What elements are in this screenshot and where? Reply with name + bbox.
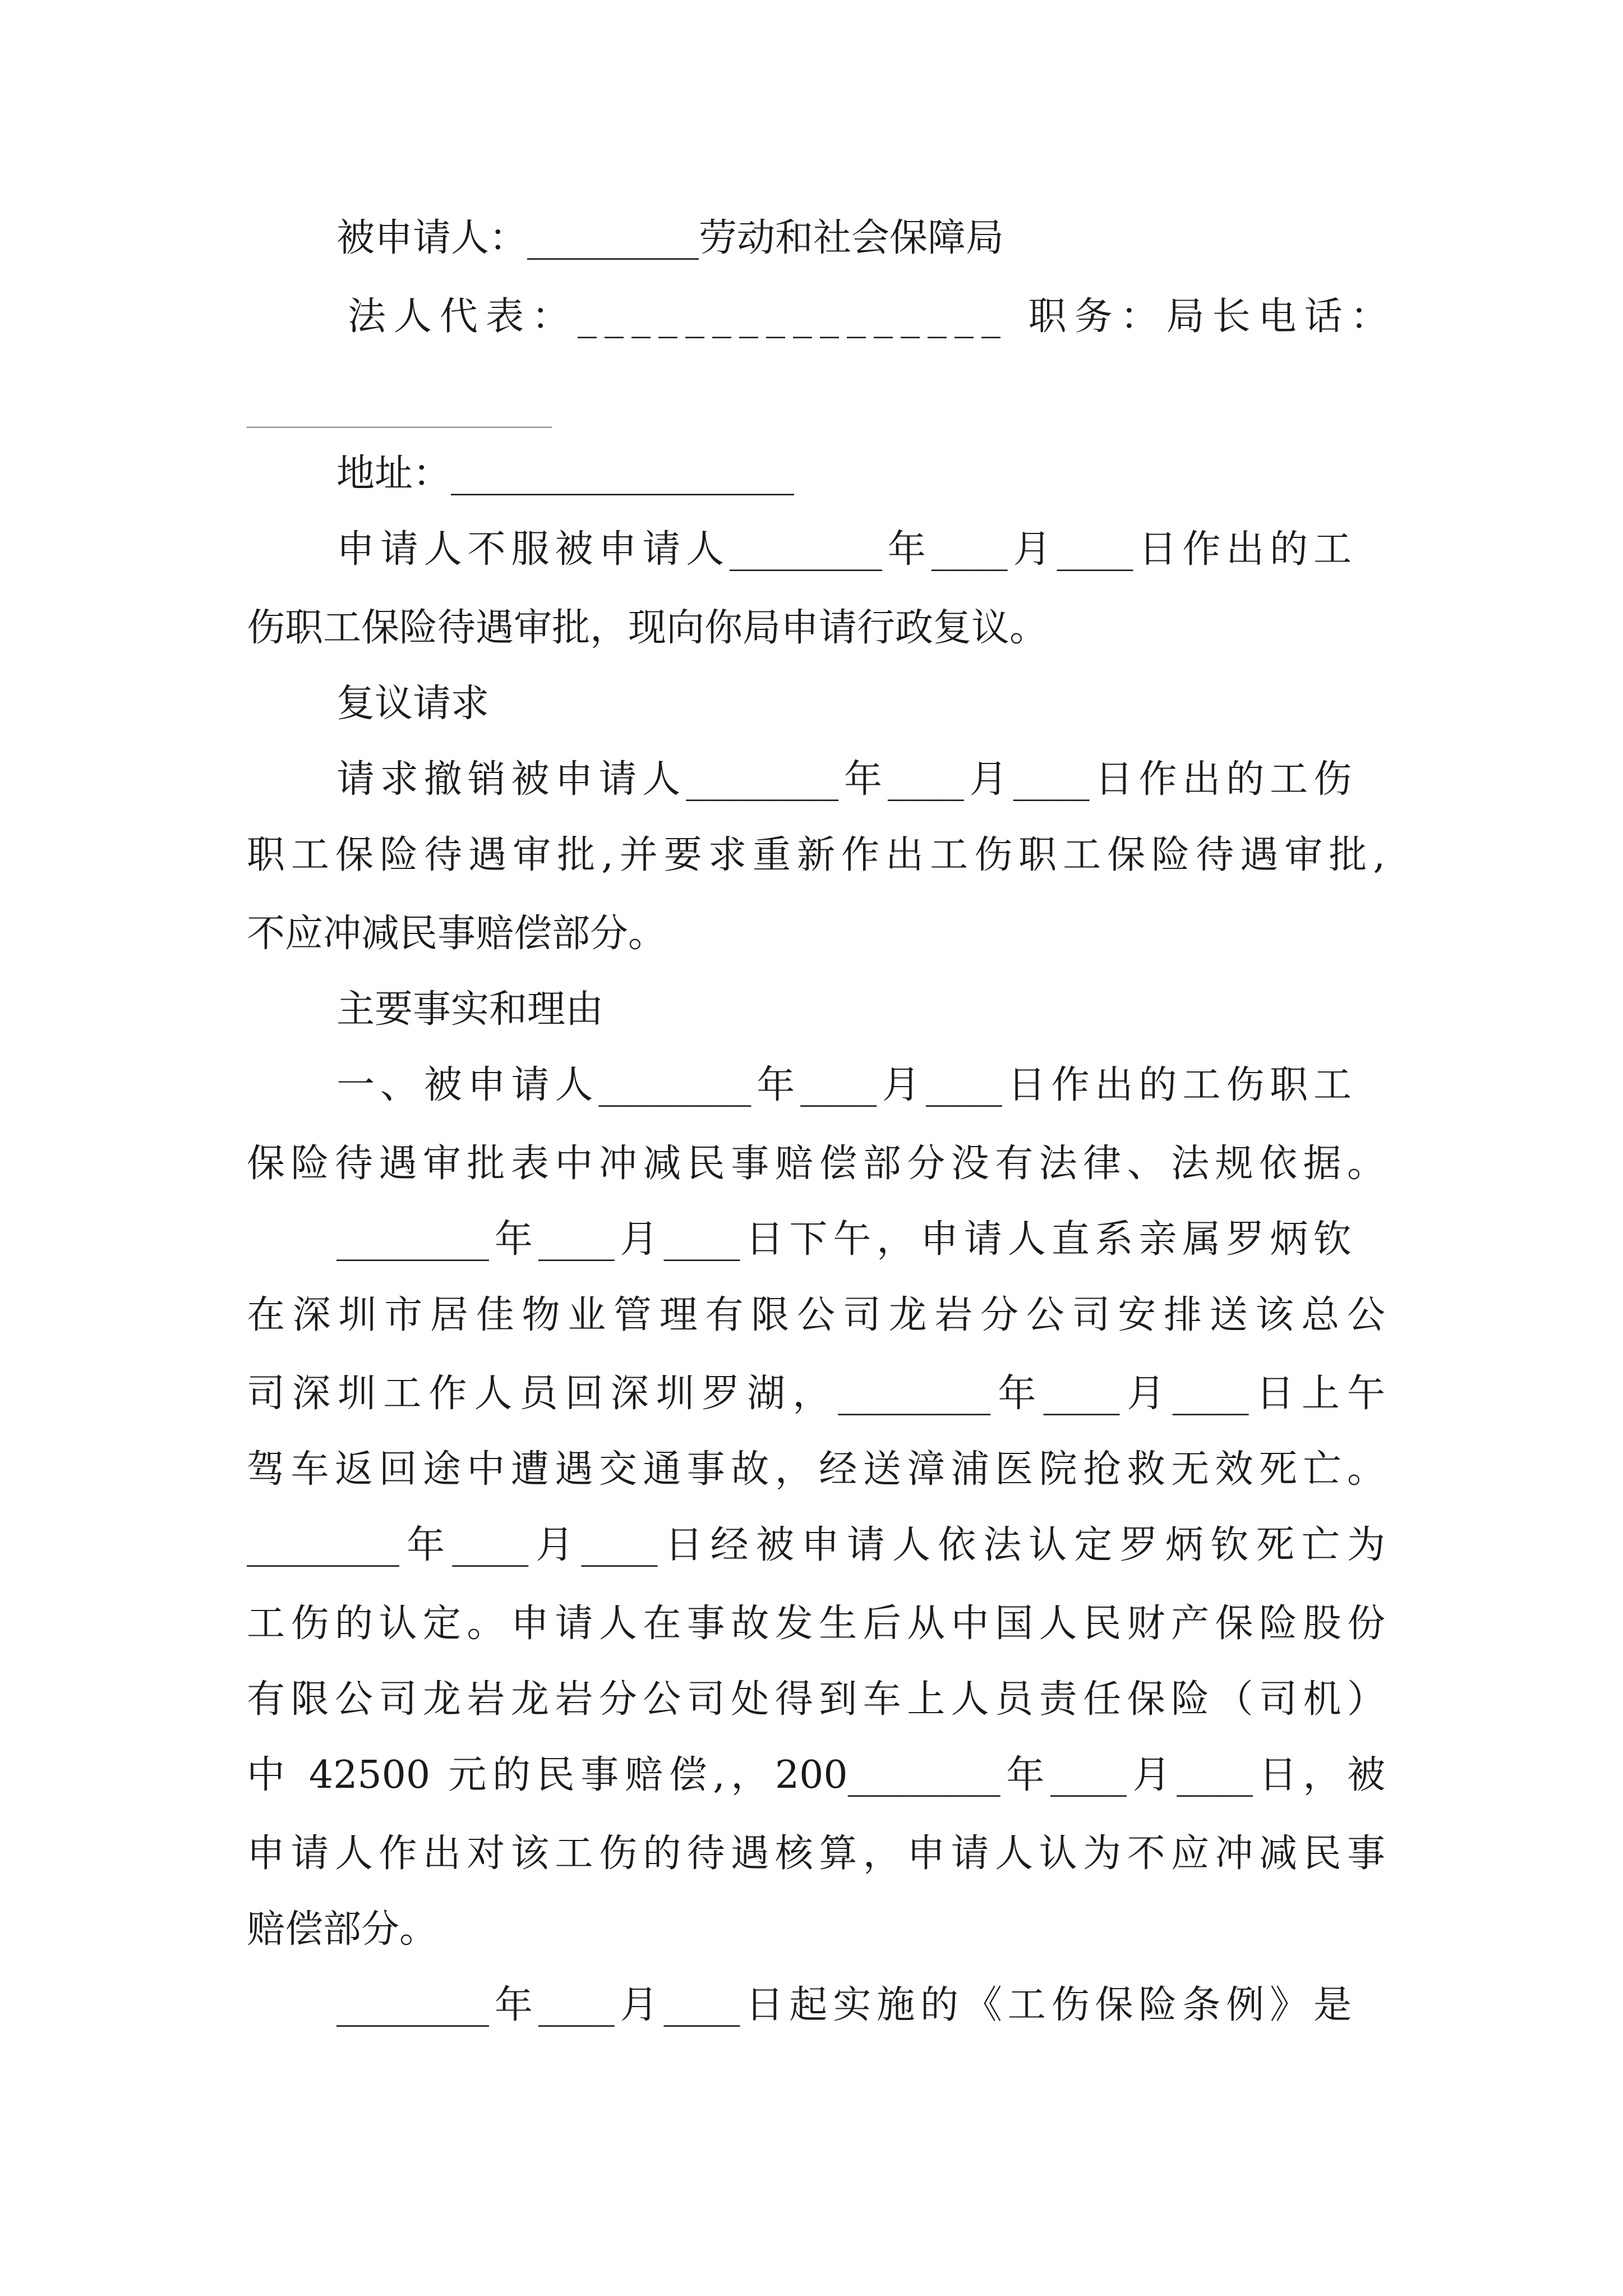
facts-paragraph-line-1: ________年____月____日下午，申请人直系亲属罗炳钦 <box>336 1217 1352 1262</box>
facts-paragraph-line-10: 赔偿部分。 <box>247 1907 438 1952</box>
request-heading: 复议请求 <box>336 682 490 726</box>
facts-paragraph-line-7: 有限公司龙岩龙岩分公司处得到车上人员责任保险（司机） <box>247 1677 1385 1722</box>
intro-paragraph-line-1: 申请人不服被申请人________年____月____日作出的工 <box>336 527 1352 572</box>
facts-paragraph-line-9: 申请人作出对该工伤的待遇核算，申请人认为不应冲减民事 <box>247 1832 1385 1876</box>
facts-paragraph-line-6: 工伤的认定。申请人在事故发生后从中国人民财产保险股份 <box>247 1602 1385 1646</box>
legal-representative-line: 法人代表：________________ 职务：局长电话： <box>348 295 1396 339</box>
facts-paragraph-line-8: 中 42500 元的民事赔偿,，200________年____月____日，被 <box>247 1753 1385 1797</box>
phone-blank-line: ________________ <box>247 384 552 429</box>
point-one-line-2: 保险待遇审批表中冲减民事赔偿部分没有法律、法规依据。 <box>247 1142 1385 1186</box>
request-paragraph-line-2: 职工保险待遇审批,并要求重新作出工伤职工保险待遇审批, <box>247 833 1385 877</box>
facts-paragraph-line-4: 驾车返回途中遭遇交通事故，经送漳浦医院抢救无效死亡。 <box>247 1447 1385 1492</box>
facts-paragraph-line-3: 司深圳工作人员回深圳罗湖，________年____月____日上午 <box>247 1372 1385 1416</box>
facts-heading: 主要事实和理由 <box>336 987 604 1032</box>
facts-paragraph-line-2: 在深圳市居佳物业管理有限公司龙岩分公司安排送该总公 <box>247 1293 1385 1337</box>
intro-paragraph-line-2: 伤职工保险待遇审批，现向你局申请行政复议。 <box>247 606 1048 650</box>
respondent-line: 被申请人：_________劳动和社会保障局 <box>336 216 1004 260</box>
facts-paragraph-line-5: ________年____月____日经被申请人依法认定罗炳钦死亡为 <box>247 1523 1385 1567</box>
request-paragraph-line-1: 请求撤销被申请人________年____月____日作出的工伤 <box>336 757 1352 802</box>
request-paragraph-line-3: 不应冲减民事赔偿部分。 <box>247 912 667 956</box>
point-one-line-1: 一、被申请人________年____月____日作出的工伤职工 <box>336 1063 1352 1107</box>
address-line: 地址：__________________ <box>336 452 795 496</box>
regulation-line: ________年____月____日起实施的《工伤保险条例》是 <box>336 1983 1352 2027</box>
